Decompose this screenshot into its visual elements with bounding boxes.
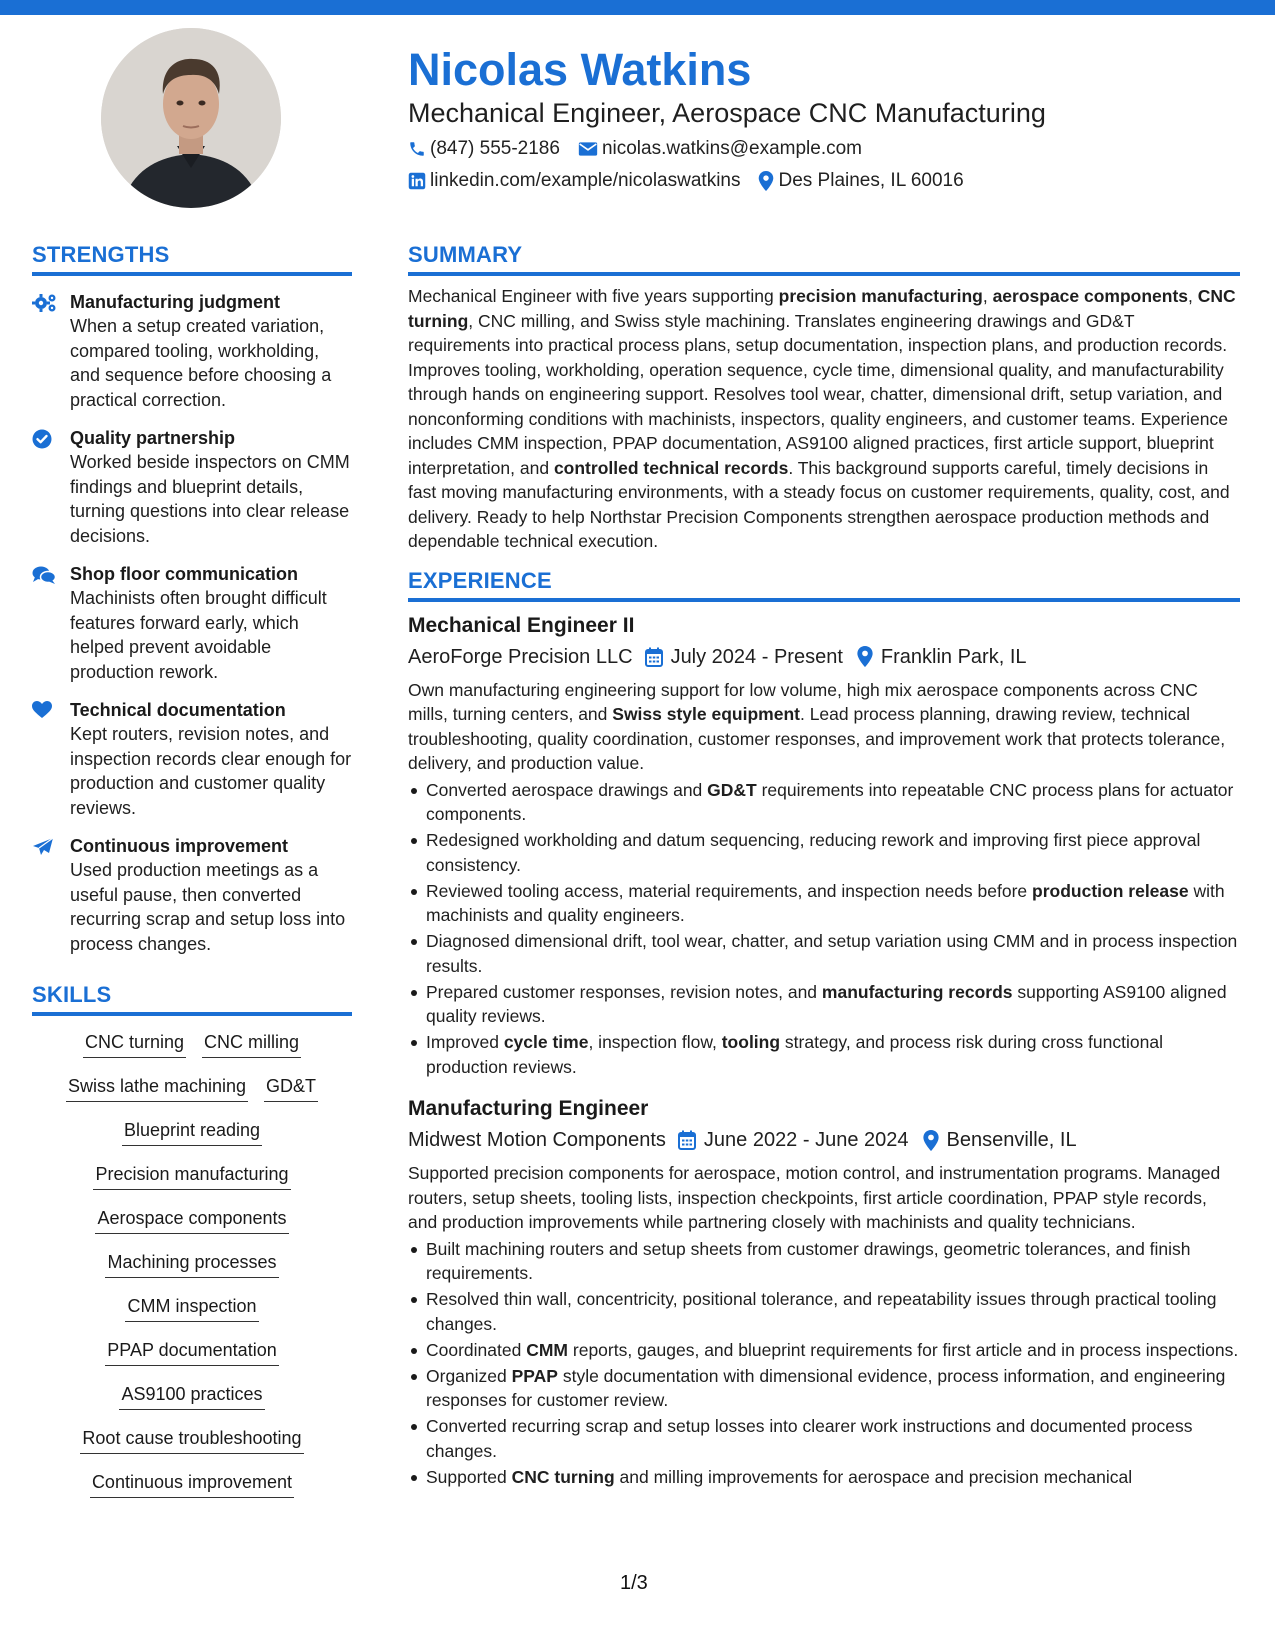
text-run: reports, gauges, and blueprint requirements for first article and in process inspections. (568, 1339, 1239, 1360)
strength-description: Kept routers, revision notes, and inspection records clear enough for production and customer quality reviews. (70, 724, 352, 818)
bold-text: tooling (721, 1032, 781, 1052)
map-pin-icon (923, 1130, 939, 1151)
skills-list (32, 1030, 352, 1498)
job-title: Mechanical Engineer II (408, 613, 635, 637)
candidate-role: Mechanical Engineer, Aerospace CNC Manufacturing (408, 98, 1046, 128)
paper-plane-icon (32, 837, 54, 857)
text-run: and milling improvements for aerospace and precision mechanical (614, 1466, 1133, 1487)
skill-tag: GD&T (264, 1074, 318, 1102)
strength-item (32, 698, 352, 820)
bullet-item (408, 980, 1240, 1029)
candidate-name: Nicolas Watkins (408, 44, 752, 95)
skill-tag: Precision manufacturing (93, 1162, 290, 1190)
bullet-item (408, 828, 1240, 877)
text-run: . Lead process planning, drawing review, technical troubleshooting, quality coordination, customer responses, and improvement work that protects tolerance, delivery, and production value. (408, 704, 1226, 773)
job-title: Manufacturing Engineer (408, 1097, 649, 1120)
skill-tag: CMM inspection (125, 1294, 258, 1322)
contact-row-1 (408, 136, 1238, 162)
skill-row (32, 1382, 352, 1410)
job-entry (408, 1095, 1240, 1489)
skill-tag: Blueprint reading (122, 1118, 262, 1146)
bold-text: cycle time (503, 1032, 589, 1052)
bullet-item (408, 929, 1240, 978)
strength-description: Machinists often brought difficult features forward early, which helped prevent avoidable production rework. (70, 588, 327, 682)
job-dates (645, 643, 843, 671)
text-run: . This background supports careful, timely decisions in fast moving manufacturing environments, with a steady focus on customer requirements, quality, cost, and delivery. Ready to help Northstar Precision Components strengthen aerospace production methods and dependable technical execution. (408, 457, 1230, 551)
strength-description: Used production meetings as a useful pause, then converted recurring scrap and setup loss into process changes. (70, 860, 346, 954)
skill-row (32, 1250, 352, 1278)
skill-row (32, 1074, 352, 1102)
strength-title: Continuous improvement (70, 836, 289, 856)
text-run: Improved (426, 1032, 504, 1052)
job-company: Midwest Motion Components (408, 1129, 666, 1151)
page-number: 1/3 (620, 1572, 648, 1594)
strength-item (32, 562, 352, 684)
text-run: Organized (426, 1365, 512, 1386)
linkedin-contact[interactable] (408, 168, 740, 194)
text-run: , (982, 286, 993, 306)
text-run: strategy, and process risk during cross functional production reviews. (426, 1032, 1163, 1077)
contact-row-2 (408, 168, 1238, 194)
skill-tag: Aerospace components (95, 1206, 288, 1234)
text-run: Converted aerospace drawings and (426, 779, 708, 800)
linkedin-icon (408, 172, 426, 190)
skill-tag: Swiss lathe machining (66, 1074, 248, 1102)
skill-tag: CNC milling (202, 1030, 301, 1058)
top-accent-bar (0, 0, 1275, 15)
job-meta (408, 643, 1240, 671)
skill-tag: PPAP documentation (105, 1338, 278, 1366)
text-run: Redesigned workholding and datum sequencing, reducing rework and improving first piece approval consistency. (426, 830, 1201, 875)
text-run: requirements into repeatable CNC process plans for actuator components. (426, 779, 1234, 824)
bold-text: PPAP (511, 1365, 558, 1386)
calendar-icon (678, 1130, 696, 1150)
linkedin-text: linkedin.com/example/nicolaswatkins (430, 170, 741, 191)
summary-heading: SUMMARY (408, 240, 1240, 276)
map-pin-icon (758, 171, 774, 191)
comments-icon (32, 565, 56, 585)
job-company: AeroForge Precision LLC (408, 645, 633, 668)
left-column (32, 240, 352, 1514)
skill-tag: Machining processes (105, 1250, 278, 1278)
text-run: supporting AS9100 aligned quality reviews. (426, 981, 1227, 1026)
strength-title: Manufacturing judgment (70, 292, 280, 312)
strength-description: Worked beside inspectors on CMM findings and blueprint details, turning questions into clear release decisions. (70, 452, 350, 546)
text-run: Mechanical Engineer with five years supporting (408, 286, 779, 306)
location-text: Des Plaines, IL 60016 (778, 170, 964, 191)
text-run: with machinists and quality engineers. (426, 880, 1225, 925)
strength-item (32, 290, 352, 412)
strength-item (32, 834, 352, 956)
bold-text: aerospace components (992, 286, 1189, 306)
heart-icon (32, 701, 52, 719)
skill-row (32, 1338, 352, 1366)
email-contact[interactable] (578, 136, 862, 162)
job-location-text: Bensenville, IL (946, 1129, 1077, 1151)
phone-contact[interactable] (408, 136, 560, 162)
bold-text: GD&T (707, 779, 757, 800)
text-run: , (1188, 286, 1198, 306)
skill-row (32, 1426, 352, 1454)
experience-list (408, 612, 1240, 1490)
right-column (408, 240, 1240, 1491)
job-location-text: Franklin Park, IL (880, 645, 1027, 668)
check-circle-icon (32, 429, 52, 449)
skill-tag: AS9100 practices (119, 1382, 264, 1410)
text-run: Own manufacturing engineering support for low volume, high mix aerospace components across CNC mills, turning centers, and (408, 679, 1198, 724)
skill-tag: CNC turning (83, 1030, 186, 1058)
skill-tag: Continuous improvement (90, 1470, 294, 1498)
phone-text: (847) 555-2186 (430, 138, 560, 159)
bullet-item (408, 778, 1240, 827)
bullet-item (408, 1414, 1240, 1463)
bold-text: CMM (526, 1339, 569, 1360)
skill-row (32, 1470, 352, 1498)
job-dates-text: July 2024 - Present (670, 645, 843, 668)
bold-text: Swiss style equipment (612, 704, 800, 724)
job-dates (678, 1126, 909, 1154)
strength-title: Technical documentation (70, 700, 286, 720)
map-pin-icon (857, 646, 873, 667)
strength-description: When a setup created variation, compared tooling, workholding, and sequence before choosing a practical correction. (70, 316, 332, 410)
text-run: style documentation with dimensional evidence, process information, and engineering responses for customer review. (426, 1365, 1226, 1410)
email-text: nicolas.watkins@example.com (601, 138, 862, 159)
text-run: Built machining routers and setup sheets from customer drawings, geometric tolerances, and finish requirements. (426, 1238, 1191, 1283)
bold-text: production release (1032, 880, 1189, 901)
phone-icon (408, 140, 426, 158)
text-run: Diagnosed dimensional drift, tool wear, chatter, and setup variation using CMM and in process inspection results. (426, 931, 1238, 976)
calendar-icon (645, 647, 663, 667)
experience-heading: EXPERIENCE (408, 566, 1240, 602)
portrait-image (101, 28, 281, 208)
strength-item (32, 426, 352, 548)
location-contact (758, 168, 963, 194)
skill-row (32, 1162, 352, 1190)
text-run: Reviewed tooling access, material requirements, and inspection needs before (426, 880, 1033, 901)
strength-title: Quality partnership (70, 428, 236, 448)
bold-text: CNC turning (511, 1466, 615, 1487)
job-entry (408, 612, 1240, 1080)
skill-tag: Root cause troubleshooting (80, 1426, 303, 1454)
resume-header (408, 44, 1238, 194)
job-location (857, 643, 1027, 671)
text-run: Resolved thin wall, concentricity, positional tolerance, and repeatability issues through practical tooling changes. (426, 1289, 1217, 1334)
text-run: Coordinated (426, 1339, 527, 1360)
bold-text: controlled technical records (553, 457, 789, 478)
text-run: Supported precision components for aerospace, motion control, and instrumentation programs. Managed routers, setup sheets, tooling lists, inspection checkpoints, first article coordination, PPAP style records, and production improvements while partnering closely with machinists and quality technicians. (408, 1163, 1221, 1232)
bold-text: manufacturing records (821, 981, 1013, 1002)
bullet-item (408, 1465, 1240, 1490)
skill-row (32, 1294, 352, 1322)
text-run: , CNC milling, and Swiss style machining. Translates engineering drawings and GD&T requirements into practical process plans, setup documentation, inspection plans, and production records. Improves tooling, workholding, operation sequence, cycle time, dimensional quality, and manufacturability through hands on engineering support. Resolves tool wear, chatter, dimensional drift, setup variation, and nonconforming conditions with machinists, inspectors, quality engineers, and customer teams. Experience includes CMM inspection, PPAP documentation, AS9100 aligned practices, first article support, blueprint interpretation, and (408, 310, 1228, 478)
strengths-heading: STRENGTHS (32, 240, 352, 276)
bullet-item (408, 1364, 1240, 1413)
bullet-item (408, 879, 1240, 928)
job-description (408, 1161, 1240, 1235)
job-bullets (408, 1237, 1240, 1490)
bullet-item (408, 1338, 1240, 1363)
text-run: Converted recurring scrap and setup losses into clearer work instructions and documented process changes. (426, 1416, 1193, 1461)
strength-title: Shop floor communication (70, 564, 298, 584)
job-location (923, 1126, 1077, 1154)
text-run: , inspection flow, (588, 1032, 722, 1052)
bold-text: CNC turning (408, 286, 1236, 331)
bold-text: precision manufacturing (778, 286, 983, 306)
job-dates-text: June 2022 - June 2024 (703, 1129, 909, 1151)
envelope-icon (578, 141, 598, 157)
skills-heading: SKILLS (32, 980, 352, 1016)
bullet-item (408, 1237, 1240, 1286)
skill-row (32, 1206, 352, 1234)
bullet-item (408, 1030, 1240, 1079)
summary-text (408, 284, 1240, 554)
profile-photo (101, 28, 281, 208)
text-run: Supported (426, 1466, 512, 1487)
job-description (408, 678, 1240, 776)
job-bullets (408, 778, 1240, 1080)
skill-row (32, 1030, 352, 1058)
job-meta (408, 1126, 1240, 1154)
skill-row (32, 1118, 352, 1146)
text-run: Prepared customer responses, revision notes, and (426, 981, 822, 1002)
bullet-item (408, 1287, 1240, 1336)
gears-icon (32, 293, 58, 313)
